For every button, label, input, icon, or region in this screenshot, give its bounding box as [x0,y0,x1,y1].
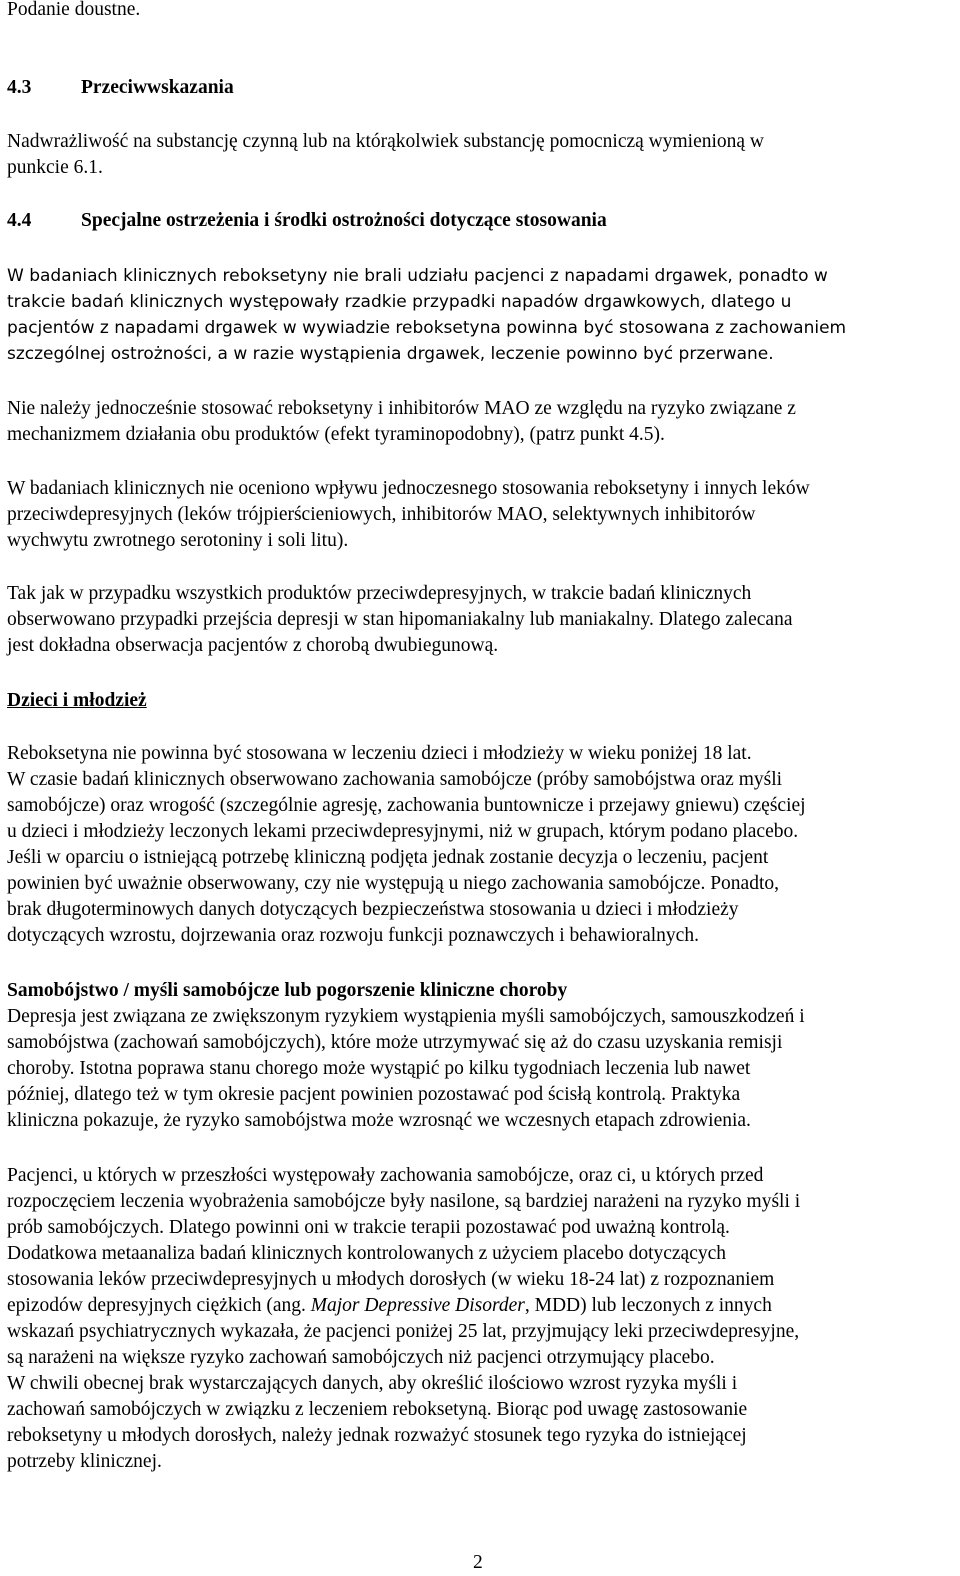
paragraph-line: Nie należy jednocześnie stosować reboksetyny i inhibitorów MAO ze względu na ryzyko związane z [7,398,796,419]
intro-line: Podanie doustne. [7,0,141,20]
paragraph-line: Reboksetyna nie powinna być stosowana w leczeniu dzieci i młodzieży w wieku poniżej 18 lat. [7,743,752,764]
paragraph-line: rozpoczęciem leczenia wyobrażenia samobójcze były nasilone, są bardziej narażeni na ryzyko myśli i [7,1191,801,1212]
paragraph-line: są narażeni na większe ryzyko zachowań samobójczych niż pacjenci otrzymujący placebo. [7,1347,715,1368]
paragraph-line: Jeśli w oparciu o istniejącą potrzebę kliniczną podjęta jednak zostanie decyzja o leczeniu, pacjent [7,847,769,868]
paragraph-line: Nadwrażliwość na substancję czynną lub na którąkolwiek substancję pomocniczą wymienioną w [7,131,765,152]
text-span: epizodów depresyjnych ciężkich (ang. [7,1295,311,1316]
paragraph-line: potrzeby klinicznej. [7,1451,162,1472]
paragraph-line: powinien być uważnie obserwowany, czy nie występują u niego zachowania samobójcze. Ponadto, [7,873,779,894]
paragraph-line: wychwytu zwrotnego serotoniny i soli litu). [7,530,349,551]
paragraph-line: prób samobójczych. Dlatego powinni oni w trakcie terapii pozostawać pod uważną kontrolą. [7,1217,730,1238]
paragraph-line: Pacjenci, u których w przeszłości występowały zachowania samobójcze, oraz ci, u których przed [7,1165,764,1186]
paragraph-line: reboksetyny u młodych dorosłych, należy jednak rozważyć stosunek tego ryzyka do istniejącej [7,1425,747,1446]
paragraph-line: mechanizmem działania obu produktów (efekt tyraminopodobny), (patrz punkt 4.5). [7,424,665,445]
section-number: 4.3 [7,77,32,98]
paragraph-line: samobójstwa (zachowań samobójczych), które może utrzymywać się aż do czasu uzyskania remisji [7,1032,783,1053]
paragraph-line: wskazań psychiatrycznych wykazała, że pacjenci poniżej 25 lat, przyjmujący leki przeciwdepresyjne, [7,1321,800,1342]
paragraph-line: Depresja jest związana ze zwiększonym ryzykiem wystąpienia myśli samobójczych, samouszkodzeń i [7,1006,805,1027]
suicide-heading: Samobójstwo / myśli samobójcze lub pogorszenie kliniczne choroby [7,980,568,1001]
paragraph-line: pacjentów z napadami drgawek w wywiadzie reboksetyna powinna być stosowana z zachowaniem [7,318,847,338]
paragraph-line: choroby. Istotna poprawa stanu chorego może wystąpić po kilku tygodniach leczenia lub nawet [7,1058,751,1079]
section-heading-4-3 [7,75,234,101]
paragraph-line: jest dokładna obserwacja pacjentów z chorobą dwubiegunową. [7,635,499,656]
section-title: Przeciwwskazania [81,77,234,98]
paragraph-line: obserwowano przypadki przejścia depresji w stan hipomaniakalny lub maniakalny. Dlatego zalecana [7,609,793,630]
children-heading: Dzieci i młodzież [7,690,147,711]
paragraph-line: kliniczna pokazuje, że ryzyko samobójstwa może wzrosnąć we wczesnych etapach zdrowienia. [7,1110,751,1131]
paragraph-line: szczególnej ostrożności, a w razie wystąpienia drgawek, leczenie powinno być przerwane. [7,344,774,364]
paragraph-line: W czasie badań klinicznych obserwowano zachowania samobójcze (próby samobójstwa oraz myśli [7,769,783,790]
section-title: Specjalne ostrzeżenia i środki ostrożności dotyczące stosowania [81,210,607,231]
paragraph-line: samobójcze) oraz wrogość (szczególnie agresję, zachowania buntownicze i przejawy gniewu) częściej [7,795,806,816]
paragraph-line: trakcie badań klinicznych występowały rzadkie przypadki napadów drgawkowych, dlatego u [7,292,792,312]
paragraph-line: Tak jak w przypadku wszystkich produktów przeciwdepresyjnych, w trakcie badań klinicznych [7,583,752,604]
paragraph-line: później, dlatego też w tym okresie pacjent powinien pozostawać pod ścisłą kontrolą. Praktyka [7,1084,741,1105]
italic-term: Major Depressive Disorder [310,1295,525,1316]
paragraph-line: W chwili obecnej brak wystarczających danych, aby określić ilościowo wzrost ryzyka myśli i [7,1373,738,1394]
paragraph-line: zachowań samobójczych w związku z leczeniem reboksetyną. Biorąc pod uwagę zastosowanie [7,1399,748,1420]
paragraph-line: dotyczących wzrostu, dojrzewania oraz rozwoju funkcji poznawczych i behawioralnych. [7,925,699,946]
paragraph-line: Dodatkowa metaanaliza badań klinicznych kontrolowanych z użyciem placebo dotyczących [7,1243,727,1264]
paragraph-line: punkcie 6.1. [7,157,103,178]
section-number: 4.4 [7,210,32,231]
page-number: 2 [473,1552,483,1573]
paragraph-line: W badaniach klinicznych nie oceniono wpływu jednoczesnego stosowania reboksetyny i innych leków [7,478,810,499]
paragraph-line: przeciwdepresyjnych (leków trójpierścieniowych, inhibitorów MAO, selektywnych inhibitorów [7,504,756,525]
paragraph-line-with-italic [7,1293,772,1319]
paragraph-line: brak długoterminowych danych dotyczących bezpieczeństwa stosowania u dzieci i młodzieży [7,899,739,920]
paragraph-line: W badaniach klinicznych reboksetyny nie brali udziału pacjenci z napadami drgawek, ponadto w [7,266,828,286]
paragraph-line: u dzieci i młodzieży leczonych lekami przeciwdepresyjnymi, niż w grupach, którym podano placebo. [7,821,799,842]
paragraph-line: stosowania leków przeciwdepresyjnych u młodych dorosłych (w wieku 18-24 lat) z rozpoznaniem [7,1269,775,1290]
section-heading-4-4 [7,208,607,234]
text-span: , MDD) lub leczonych z innych [524,1295,772,1316]
